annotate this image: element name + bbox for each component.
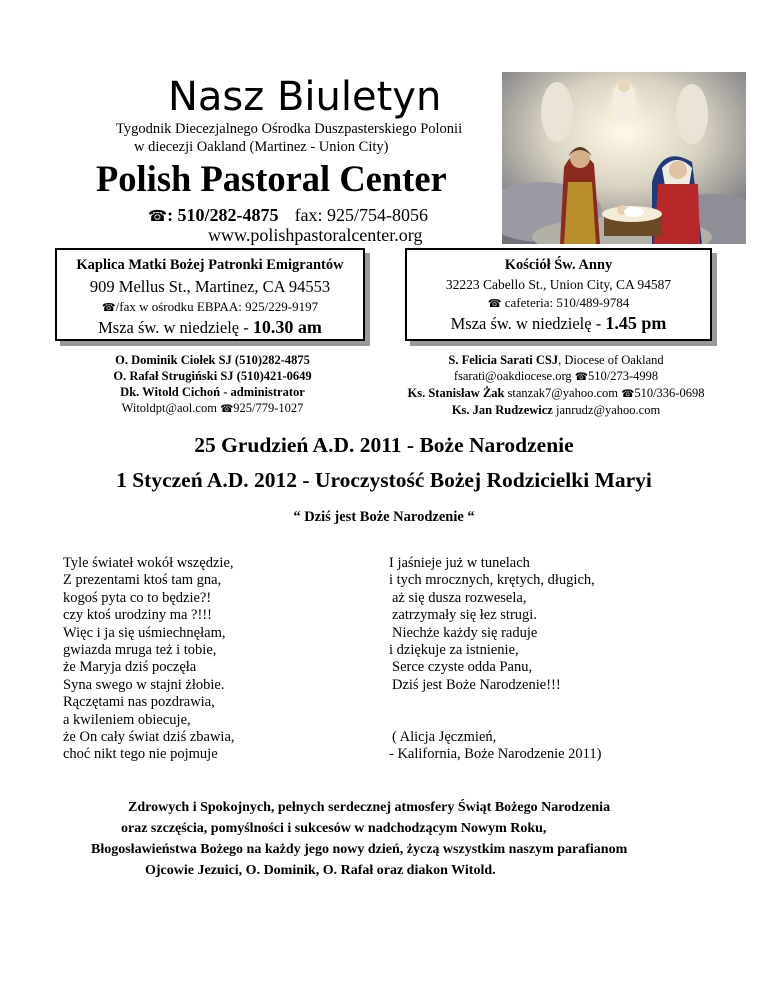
clergy-name: Ks. Jan Rudzewicz <box>451 403 553 417</box>
clergy-name: Ks. Stanisław Żak <box>407 386 505 400</box>
chapel-fax-text: /fax w ośrodku EBPAA: 925/229-9197 <box>115 299 319 314</box>
fax-number: fax: 925/754-8056 <box>294 205 429 225</box>
clergy-line <box>372 368 740 385</box>
clergy-email: Witoldpt@aol.com <box>121 401 221 415</box>
clergy-right <box>372 352 740 418</box>
chapel-fax <box>57 299 363 315</box>
website-link[interactable]: www.polishpastoralcenter.org <box>208 225 423 245</box>
center-name: Polish Pastoral Center <box>96 158 447 199</box>
clergy-detail: , Diocese of Oakland <box>558 353 664 367</box>
phone-icon: ☎ <box>574 370 589 383</box>
poem-line: Dziś jest Boże Narodzenie!!! <box>392 676 561 693</box>
poem-spacer <box>389 694 601 711</box>
poem-line: Z prezentami ktoś tam gna, <box>63 572 222 589</box>
poem-line: aż się dusza rozwesela, <box>392 589 527 606</box>
date-heading-christmas: 25 Grudzień A.D. 2011 - Boże Narodzenie <box>194 433 574 457</box>
wishes-line: oraz szczęścia, pomyślności i sukcesów w nadchodzącym Nowym Roku, <box>121 821 547 836</box>
bulletin-title: Nasz Biuletyn <box>168 74 442 120</box>
poem-title: “ Dziś jest Boże Narodzenie “ <box>293 509 475 525</box>
poem-line: że On cały świat dziś zbawia, <box>63 729 235 746</box>
chapel-title: Kaplica Matki Bożej Patronki Emigrantów <box>76 257 344 273</box>
clergy-line <box>372 385 740 402</box>
wishes-line: Błogosławieństwa Bożego na każdy jego nowy dzień, życzą wszystkim naszym parafianom <box>91 842 628 857</box>
subtitle-line-2 <box>116 139 388 156</box>
poem-line: gwiazda mruga też i tobie, <box>63 642 217 659</box>
clergy-line <box>372 402 740 418</box>
poem-line: że Maryja dziś poczęła <box>63 659 197 676</box>
clergy-line <box>55 400 370 417</box>
phone-icon: ☎ <box>220 402 234 415</box>
poem-line: choć nikt tego nie pojmuje <box>63 746 218 763</box>
nativity-image <box>502 72 746 244</box>
clergy-email: janrudz@yahoo.com <box>552 403 661 417</box>
poem-line: zatrzymały się łez strugi. <box>392 607 537 624</box>
nativity-illustration <box>502 72 746 244</box>
poem-line: Tyle świateł wokół wszędzie, <box>63 555 234 571</box>
phone-number: : 510/282-4875 <box>167 205 279 225</box>
clergy-line: O. Dominik Ciołek SJ (510)282-4875 <box>115 353 310 367</box>
poem-column-left <box>63 555 235 764</box>
chapel-mass-label: Msza św. w niedzielę - <box>98 318 253 337</box>
phone-icon: ☎ <box>148 207 168 225</box>
poem-line: Niechże każdy się raduje <box>392 624 538 641</box>
poem-spacer <box>389 712 601 729</box>
clergy-line: O. Rafał Strugiński SJ (510)421-0649 <box>113 369 312 383</box>
poem-line: kogoś pyta co to będzie?! <box>63 589 212 606</box>
poem-author: ( Alicja Jęczmień, <box>392 729 497 746</box>
church-box <box>405 248 712 341</box>
chapel-address: 909 Mellus St., Martinez, CA 94553 <box>89 277 331 296</box>
clergy-name: S. Felicia Sarati CSJ <box>448 353 559 367</box>
clergy-phone: 925/779-1027 <box>233 401 304 415</box>
church-mass-time <box>407 313 710 334</box>
wishes-line: Zdrowych i Spokojnych, pełnych serdecznej atmosfery Świąt Bożego Narodzenia <box>128 800 611 815</box>
wishes-line: Ojcowie Jezuici, O. Dominik, O. Rafał oraz diakon Witold. <box>145 863 496 878</box>
date-heading-new-year: 1 Styczeń A.D. 2012 - Uroczystość Bożej Rodzicielki Maryi <box>116 468 652 492</box>
church-cafeteria-text: cafeteria: 510/489-9784 <box>501 295 630 310</box>
church-cafeteria <box>407 295 710 311</box>
clergy-line: Dk. Witold Cichoń - administrator <box>120 385 305 399</box>
clergy-left <box>55 352 370 417</box>
subtitle-line-2-text: w diecezji Oakland (Martinez - Union City) <box>134 139 389 155</box>
poem-line: I jaśnieje już w tunelach <box>389 555 530 571</box>
poem-line: Rączętami nas pozdrawia, <box>63 694 215 711</box>
poem-line: Serce czyste odda Panu, <box>392 659 533 676</box>
poem-column-right <box>389 555 601 764</box>
clergy-line <box>372 352 740 368</box>
subtitle-line-1: Tygodnik Diecezjalnego Ośrodka Duszpasterskiego Polonii <box>116 121 463 137</box>
phone-icon: ☎ <box>101 301 116 314</box>
holiday-wishes <box>0 797 768 881</box>
poem-line: Syna swego w stajni żłobie. <box>63 676 225 693</box>
poem-line: i dziękuje za istnienie, <box>389 642 519 659</box>
clergy-phone: 510/273-4998 <box>588 369 659 383</box>
poem-author-place: - Kalifornia, Boże Narodzenie 2011) <box>389 746 602 763</box>
church-title: Kościół Św. Anny <box>504 257 613 273</box>
clergy-phone: 510/336-0698 <box>634 386 705 400</box>
phone-icon: ☎ <box>621 387 635 400</box>
poem-line: czy ktoś urodziny ma ?!!! <box>63 607 212 624</box>
chapel-box <box>55 248 365 341</box>
church-mass-hour: 1.45 pm <box>605 313 667 333</box>
church-address: 32223 Cabello St., Union City, CA 94587 <box>445 277 672 292</box>
poem-line: Więc i ja się uśmiechnęłam, <box>63 624 226 641</box>
phone-icon: ☎ <box>487 297 502 310</box>
chapel-mass-time <box>57 317 363 338</box>
church-mass-label: Msza św. w niedzielę - <box>450 314 606 333</box>
clergy-email: stanzak7@yahoo.com <box>504 386 622 400</box>
poem-line: a kwileniem obiecuje, <box>63 711 191 728</box>
poem-line: i tych mrocznych, krętych, długich, <box>389 572 595 589</box>
clergy-email: fsarati@oakdiocese.org <box>453 369 575 383</box>
chapel-mass-hour: 10.30 am <box>252 317 322 337</box>
